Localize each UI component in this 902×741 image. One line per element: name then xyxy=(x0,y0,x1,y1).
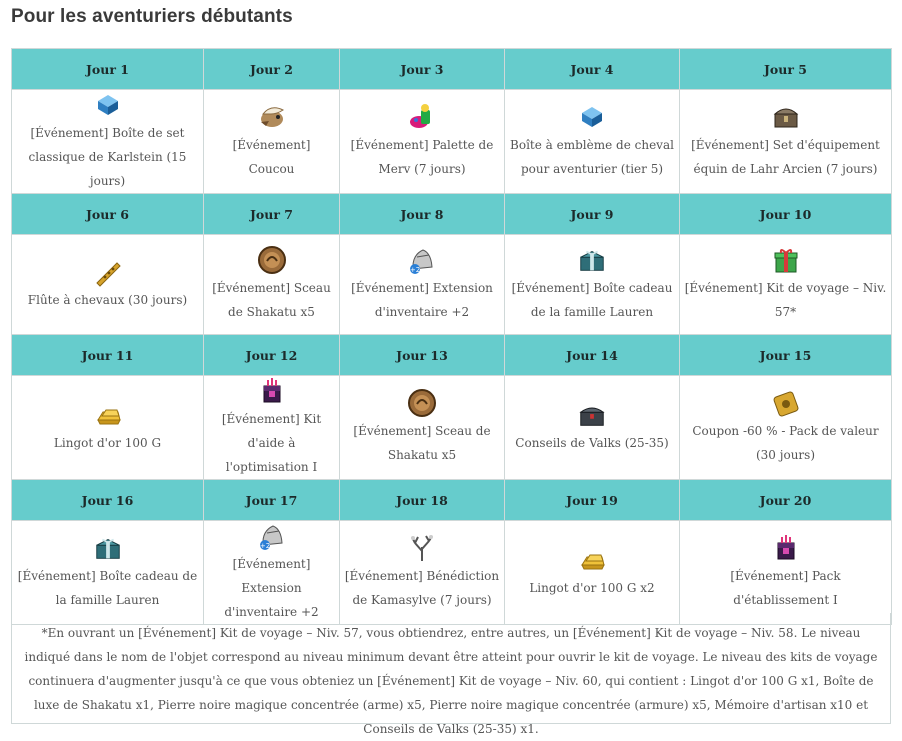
reward-label: [Événement] Bénédiction de Kamasylve (7 jours) xyxy=(344,569,500,607)
gift-chest-icon xyxy=(577,245,607,275)
reward-label: Lingot d'or 100 G xyxy=(53,436,162,450)
day-header-row xyxy=(12,49,892,90)
reward-cell xyxy=(680,235,892,335)
inventory-bag-icon xyxy=(407,245,437,275)
blue-box-icon xyxy=(577,102,607,132)
reward-label: [Événement] Pack d'établissement I xyxy=(730,569,841,607)
reward-label: [Événement] Extension d'inventaire +2 xyxy=(351,281,493,319)
day-header: Jour 10 xyxy=(680,194,892,235)
reward-cell xyxy=(340,521,505,625)
reward-label: [Événement] Boîte cadeau de la famille Lauren xyxy=(511,281,673,319)
shakatu-seal-icon xyxy=(257,245,287,275)
reward-label: Lingot d'or 100 G x2 xyxy=(529,581,655,595)
day-header: Jour 15 xyxy=(680,335,892,376)
gold-coupon-icon xyxy=(771,388,801,418)
reward-cell xyxy=(340,235,505,335)
day-header: Jour 6 xyxy=(12,194,204,235)
reward-label: [Événement] Extension d'inventaire +2 xyxy=(224,557,319,619)
reward-label: [Événement] Coucou xyxy=(232,138,311,176)
day-header: Jour 4 xyxy=(505,49,680,90)
day-header: Jour 18 xyxy=(340,480,505,521)
dark-chest-icon xyxy=(577,400,607,430)
reward-cell xyxy=(204,90,340,194)
reward-label: [Événement] Boîte de set classique de Karlstein (15 jours) xyxy=(28,126,187,188)
gold-ingot-icon xyxy=(93,400,123,430)
gift-chest-icon xyxy=(93,533,123,563)
day-header: Jour 7 xyxy=(204,194,340,235)
reward-cell xyxy=(12,90,204,194)
reward-label: [Événement] Palette de Merv (7 jours) xyxy=(350,138,494,176)
day-header-row xyxy=(12,194,892,235)
golden-flute-icon xyxy=(93,257,123,287)
reward-cell xyxy=(505,521,680,625)
reward-row xyxy=(12,235,892,335)
day-header: Jour 3 xyxy=(340,49,505,90)
day-header-row xyxy=(12,335,892,376)
day-header-row xyxy=(12,480,892,521)
blue-box-icon xyxy=(93,90,123,120)
paint-palette-icon xyxy=(407,102,437,132)
svg-text:+2: +2 xyxy=(259,542,270,550)
reward-table xyxy=(11,48,892,625)
reward-cell xyxy=(505,90,680,194)
reward-label: Flûte à chevaux (30 jours) xyxy=(27,293,188,307)
reward-cell xyxy=(505,376,680,480)
inventory-bag-icon xyxy=(257,521,287,551)
reward-row xyxy=(12,521,892,625)
reward-cell xyxy=(680,376,892,480)
reward-cell xyxy=(340,376,505,480)
day-header: Jour 9 xyxy=(505,194,680,235)
day-header: Jour 19 xyxy=(505,480,680,521)
reward-row xyxy=(12,376,892,480)
reward-label: [Événement] Kit de voyage – Niv. 57* xyxy=(684,281,887,319)
reward-cell xyxy=(680,90,892,194)
day-header: Jour 13 xyxy=(340,335,505,376)
purple-kit-icon xyxy=(771,533,801,563)
reward-cell xyxy=(12,521,204,625)
reward-label: [Événement] Set d'équipement équin de Lahr Arcien (7 jours) xyxy=(691,138,880,176)
reward-row xyxy=(12,90,892,194)
day-header: Jour 2 xyxy=(204,49,340,90)
day-header: Jour 1 xyxy=(12,49,204,90)
cuckoo-bird-icon xyxy=(257,102,287,132)
reward-label: Conseils de Valks (25-35) xyxy=(515,436,669,450)
day-header: Jour 17 xyxy=(204,480,340,521)
reward-cell xyxy=(12,235,204,335)
kamasylve-tree-icon xyxy=(407,533,437,563)
reward-label: [Événement] Sceau de Shakatu x5 xyxy=(353,424,491,462)
day-header: Jour 16 xyxy=(12,480,204,521)
purple-kit-icon xyxy=(257,376,287,406)
reward-cell xyxy=(204,235,340,335)
gold-ingot-icon xyxy=(577,545,607,575)
page-title: Pour les aventuriers débutants xyxy=(11,6,293,27)
shakatu-seal-icon xyxy=(407,388,437,418)
reward-cell xyxy=(505,235,680,335)
day-header: Jour 20 xyxy=(680,480,892,521)
reward-cell xyxy=(204,521,340,625)
reward-label: Coupon -60 % - Pack de valeur (30 jours) xyxy=(692,424,879,462)
svg-text:+2: +2 xyxy=(409,266,421,274)
day-header: Jour 8 xyxy=(340,194,505,235)
reward-cell xyxy=(12,376,204,480)
reward-label: [Événement] Kit d'aide à l'optimisation I xyxy=(221,412,322,474)
treasure-chest-icon xyxy=(771,102,801,132)
footnote: *En ouvrant un [Événement] Kit de voyage – Niv. 57, vous obtiendrez, entre autres, un [Événement] Kit de voyage – Niv. 58. Le niveau indiqué dans le nom de l'objet correspond au niveau minimum devant être atteint pour ouvrir le kit de voyage. Le niveau des kits de voyage continuera d'augmenter jusqu'à ce que vous obteniez un [Événement] Kit de voyage – Niv. 60, qui contient : Lingot d'or 100 G x1, Boîte de luxe de Shakatu x1, Pierre noire magique concentrée (arme) x5, Pierre noire magique concentrée (armure) x5, Mémoire d'artisan x10 et Conseils de Valks (25-35) x1. xyxy=(11,613,891,724)
reward-cell xyxy=(680,521,892,625)
reward-label: [Événement] Boîte cadeau de la famille Lauren xyxy=(17,569,198,607)
reward-cell xyxy=(340,90,505,194)
reward-label: [Événement] Sceau de Shakatu x5 xyxy=(212,281,331,319)
green-gift-icon xyxy=(771,245,801,275)
day-header: Jour 5 xyxy=(680,49,892,90)
reward-cell xyxy=(204,376,340,480)
reward-label: Boîte à emblème de cheval pour aventurier (tier 5) xyxy=(510,138,674,176)
day-header: Jour 12 xyxy=(204,335,340,376)
day-header: Jour 11 xyxy=(12,335,204,376)
day-header: Jour 14 xyxy=(505,335,680,376)
